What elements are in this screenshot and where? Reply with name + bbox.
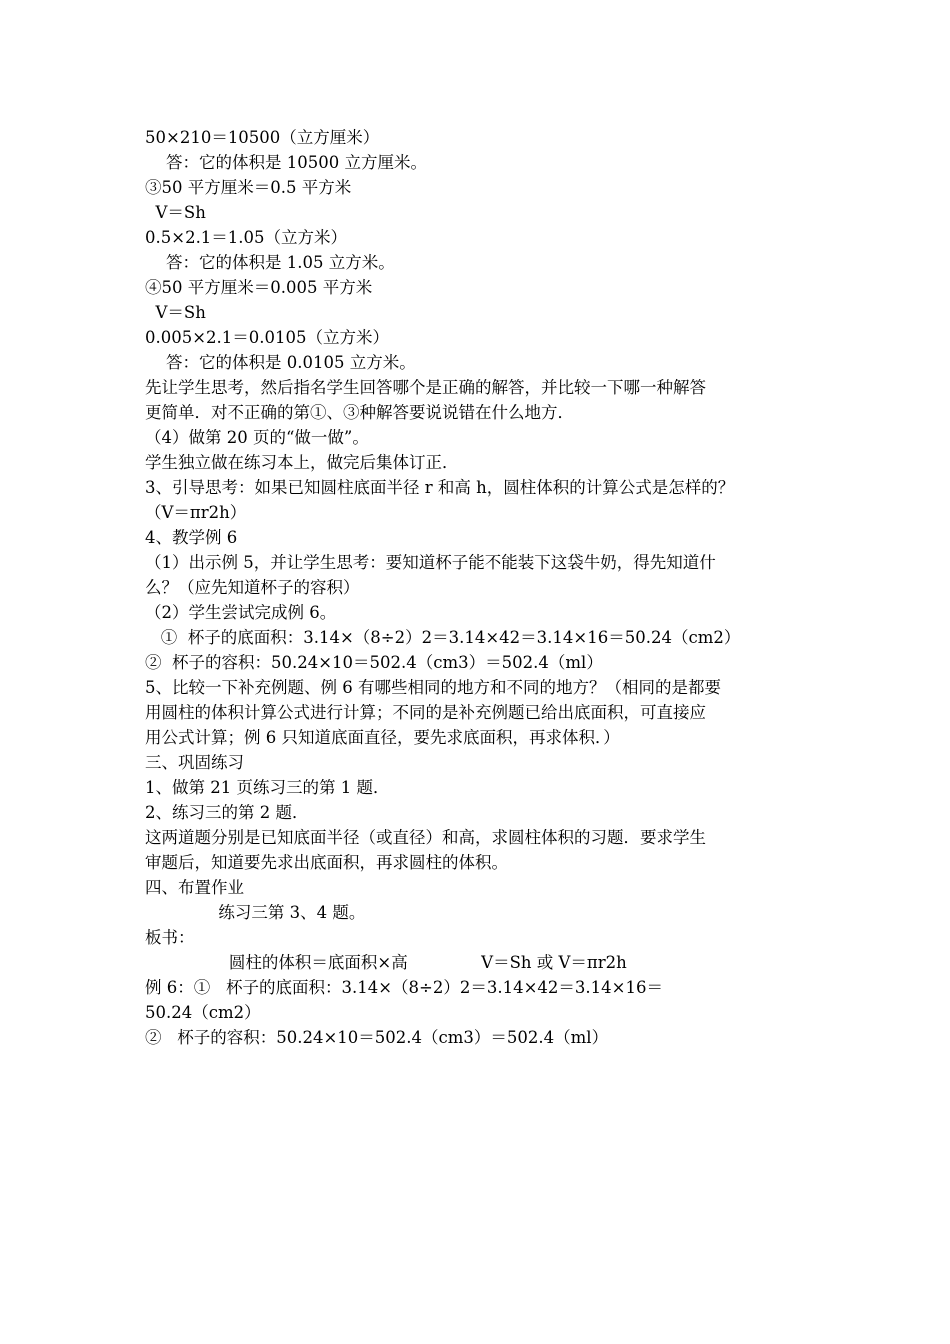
text-line: 例 6：① 杯子的底面积：3.14×（8÷2）2＝3.14×42＝3.14×16＝ bbox=[145, 978, 663, 997]
text-line: 审题后，知道要先求出底面积，再求圆柱的体积。 bbox=[145, 853, 508, 872]
text-line: V＝Sh bbox=[145, 303, 206, 322]
text-line: （4）做第 20 页的“做一做”。 bbox=[145, 428, 369, 447]
text-line: 50×210＝10500（立方厘米） bbox=[145, 128, 380, 147]
text-line: 用圆柱的体积计算公式进行计算；不同的是补充例题已给出底面积，可直接应 bbox=[145, 703, 706, 722]
text-line: ① 杯子的底面积：3.14×（8÷2）2＝3.14×42＝3.14×16＝50.24（cm2） bbox=[145, 628, 741, 647]
text-line: 4、教学例 6 bbox=[145, 528, 238, 547]
text-line: 0.5×2.1＝1.05（立方米） bbox=[145, 228, 348, 247]
text-line: 3、引导思考：如果已知圆柱底面半径 r 和高 h，圆柱体积的计算公式是怎样的？ bbox=[145, 478, 735, 497]
text-line: （V＝πr2h） bbox=[145, 503, 247, 522]
text-line: （1）出示例 5，并让学生思考：要知道杯子能不能装下这袋牛奶，得先知道什 bbox=[145, 553, 716, 572]
text-line: 四、布置作业 bbox=[145, 878, 244, 897]
text-line: 先让学生思考，然后指名学生回答哪个是正确的解答，并比较一下哪一种解答 bbox=[145, 378, 706, 397]
text-line: 1、做第 21 页练习三的第 1 题． bbox=[145, 778, 390, 797]
text-line: （2）学生尝试完成例 6。 bbox=[145, 603, 337, 622]
text-line: 50.24（cm2） bbox=[145, 1003, 261, 1022]
text-line: 0.005×2.1＝0.0105（立方米） bbox=[145, 328, 390, 347]
text-line: 这两道题分别是已知底面半径（或直径）和高，求圆柱体积的习题．要求学生 bbox=[145, 828, 706, 847]
text-line: 2、练习三的第 2 题． bbox=[145, 803, 309, 822]
text-line: 学生独立做在练习本上，做完后集体订正． bbox=[145, 453, 459, 472]
text-line: ② 杯子的容积：50.24×10＝502.4（cm3）＝502.4（ml） bbox=[145, 1028, 609, 1047]
text-line: 用公式计算；例 6 只知道底面直径，要先求底面积，再求体积．） bbox=[145, 728, 620, 747]
text-line: 板书： bbox=[145, 928, 195, 947]
text-line: 答：它的体积是 10500 立方厘米。 bbox=[145, 153, 427, 172]
text-line: 5、比较一下补充例题、例 6 有哪些相同的地方和不同的地方？（相同的是都要 bbox=[145, 678, 721, 697]
text-line: 么？（应先知道杯子的容积） bbox=[145, 578, 360, 597]
text-line: ③50 平方厘米＝0.5 平方米 bbox=[145, 178, 352, 197]
text-line: 答：它的体积是 1.05 立方米。 bbox=[145, 253, 395, 272]
text-line: 更简单．对不正确的第①、③种解答要说说错在什么地方． bbox=[145, 403, 574, 422]
text-line: 三、巩固练习 bbox=[145, 753, 244, 772]
text-line: 答：它的体积是 0.0105 立方米。 bbox=[145, 353, 416, 372]
text-line: 圆柱的体积＝底面积×高 V＝Sh 或 V＝πr2h bbox=[145, 953, 627, 972]
text-line: 练习三第 3、4 题。 bbox=[145, 903, 366, 922]
text-line: ④50 平方厘米＝0.005 平方米 bbox=[145, 278, 373, 297]
text-line: ② 杯子的容积：50.24×10＝502.4（cm3）＝502.4（ml） bbox=[145, 653, 603, 672]
text-line: V＝Sh bbox=[145, 203, 206, 222]
